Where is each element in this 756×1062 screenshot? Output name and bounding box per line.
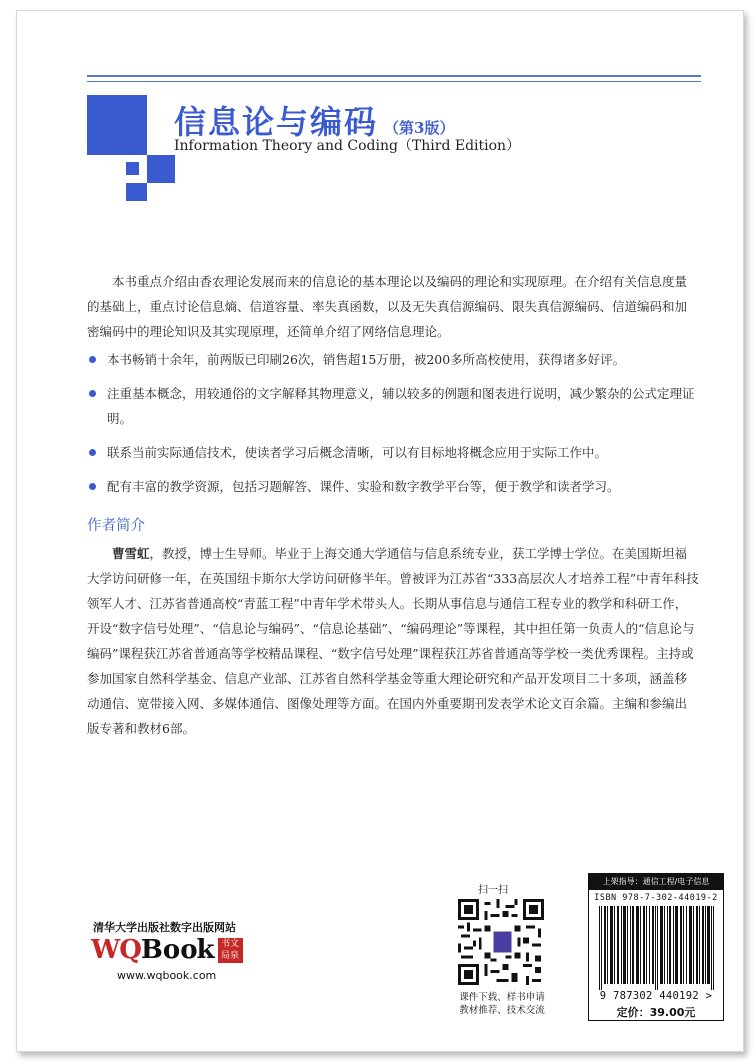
bullet-icon xyxy=(89,390,96,397)
qr-caption: 课件下载、样书申请 教材推荐、技术交流 xyxy=(459,992,545,1016)
publisher-name: 清华大学出版社数字出版网站 xyxy=(93,921,236,934)
publisher-website: www.wqbook.com xyxy=(117,969,217,982)
isbn-label: ISBN 978-7-302-44019-2 xyxy=(594,893,718,903)
price-label: 定价：39.00元 xyxy=(616,1006,696,1019)
scan-label: 扫一扫 xyxy=(478,885,508,896)
book-subtitle: Information Theory and Coding（Third Edition） xyxy=(174,138,521,154)
edition-label: （第3版） xyxy=(384,119,455,137)
feature-list xyxy=(87,347,699,508)
qr-code-icon xyxy=(458,899,544,985)
barcode-digits: 9 787302 440192 > xyxy=(599,990,713,1002)
author-heading: 作者简介 xyxy=(87,518,145,534)
barcode-icon xyxy=(597,906,715,990)
back-cover xyxy=(16,10,744,1052)
barcode-box xyxy=(588,873,724,1021)
bullet-icon xyxy=(89,356,96,363)
list-item: 本书畅销十余年，前两版已印刷26次，销售超15万册，被200多所高校使用，获得诸多好评。 xyxy=(87,347,699,372)
top-rule-thin xyxy=(87,81,701,82)
author-name: 曹雪虹 xyxy=(112,546,150,561)
list-item: 配有丰富的教学资源，包括习题解答、课件、实验和数字教学平台等，便于教学和读者学习。 xyxy=(87,474,699,499)
wqbook-logo: WQBook 书文 局泉 xyxy=(91,935,243,965)
intro-paragraph: 本书重点介绍由香农理论发展而来的信息论的基本理论以及编码的理论和实现原理。在介绍有关信息度量的基础上，重点讨论信息熵、信道容量、率失真函数，以及无失真信源编码、限失真信源编码、信道编码和加密编码中的理论知识及其实现原理，还简单介绍了网络信息理论。 xyxy=(87,274,688,339)
author-bio: 曹雪虹，教授，博士生导师。毕业于上海交通大学通信与信息系统专业，获工学博士学位。在美国斯坦福大学访问研修一年，在英国纽卡斯尔大学访问研修半年。曾被评为江苏省“333高层次人才培养工程”中青年科技领军人才、江苏省普通高校“青蓝工程”中青年学术带头人。长期从事信息与通信工程专业的教学和科研工作，开设“数字信号处理”、“信息论与编码”、“信息论基础”、“编码理论”等课程，其中担任第一负责人的“信息论与编码”课程获江苏省普通高等学校精品课程、“数字信号处理”课程获江苏省普通高等学校一类优秀课程。主持或参加国家自然科学基金、信息产业部、江苏省自然科学基金等重大理论研究和产品开发项目二十多项，涵盖移动通信、宽带接入网、多媒体通信、图像处理等方面。在国内外重要期刊发表学术论文百余篇。主编和参编出版专著和教材6部。 xyxy=(87,546,699,736)
seal-icon: 书文 局泉 xyxy=(218,938,243,963)
list-item: 联系当前实际通信技术，使读者学习后概念清晰，可以有目标地将概念应用于实际工作中。 xyxy=(87,440,699,465)
bullet-icon xyxy=(89,449,96,456)
bullet-icon xyxy=(89,483,96,490)
list-item: 注重基本概念，用较通俗的文字解释其物理意义，辅以较多的例题和图表进行说明，减少繁杂的公式定理证明。 xyxy=(87,381,699,431)
top-rule xyxy=(87,75,701,77)
book-title: 信息论与编码 （第3版） xyxy=(174,103,455,141)
shelving-category: 上架指导：通信工程/电子信息 xyxy=(589,874,723,890)
